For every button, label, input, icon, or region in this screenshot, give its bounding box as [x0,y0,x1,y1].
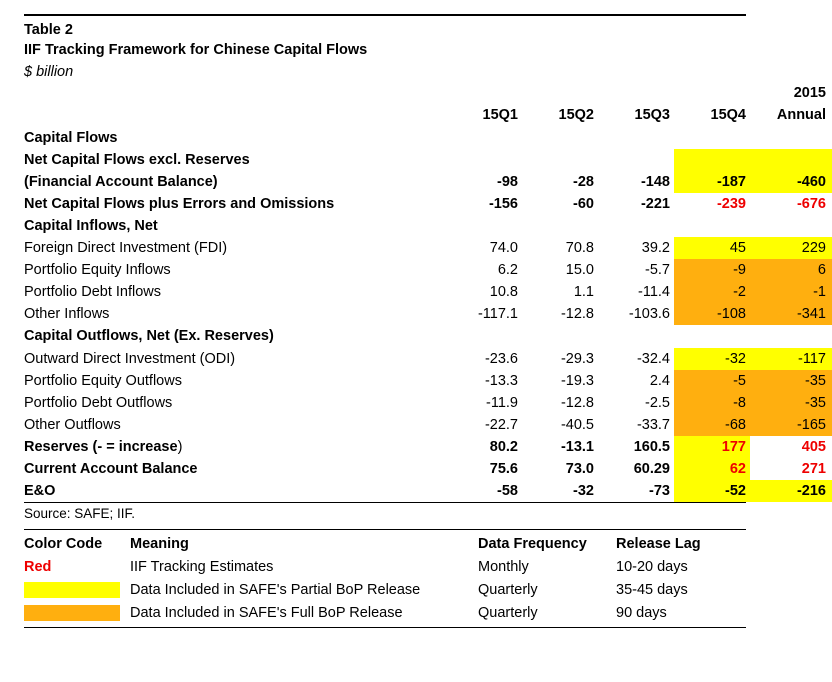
table-cell: 6.2 [497,262,518,279]
table-cell [598,149,674,171]
table-cell: -13.3 [484,372,518,389]
table-cell: -40.5 [560,416,594,433]
table-cell: -117.1 [477,306,518,323]
row-label: Net Capital Flows excl. Reserves [24,152,250,169]
table-cell [598,215,674,237]
table-cell: -23.6 [484,350,518,367]
row-label: Capital Outflows, Net (Ex. Reserves) [24,328,274,345]
table-cell: -68 [674,414,750,436]
table-cell [750,149,832,171]
table-cell [750,215,832,237]
legend-swatch-cell [24,556,130,579]
table-cell: -52 [674,480,750,502]
table-cell: -2.5 [645,394,670,411]
table-cell [674,325,750,347]
row-label: Outward Direct Investment (ODI) [24,350,236,367]
table-page [24,14,826,628]
table-cell: 10.8 [489,284,518,301]
table-row [24,259,832,281]
table-cell [446,127,522,149]
table-cell: 160.5 [633,438,670,455]
table-cell: -103.6 [628,306,670,323]
units-label: $ billion [24,64,74,81]
table-cell: 73.0 [565,460,594,477]
table-cell [674,127,750,149]
table-cell: -221 [640,196,670,213]
table-cell: 271 [801,460,826,477]
legend-lag: 35-45 days [616,581,688,598]
table-cell: 74.0 [489,240,518,257]
table-label: Table 2 [24,22,73,38]
legend-top-rule [24,529,746,530]
legend-row [24,556,746,579]
table-cell: 70.8 [565,240,594,257]
table-cell [674,149,750,171]
legend-meaning: Data Included in SAFE's Full BoP Release [130,604,403,621]
header-spacer-q1 [446,82,522,104]
table-row [24,325,832,347]
row-label: Capital Inflows, Net [24,218,158,235]
table-cell: -13.1 [560,438,594,455]
legend-meaning: IIF Tracking Estimates [130,558,274,575]
table-row [24,237,832,259]
capital-flows-table [24,82,832,502]
row-label: (Financial Account Balance) [24,174,218,191]
table-cell [674,215,750,237]
table-cell: 6 [750,259,832,281]
table-row [24,193,832,215]
row-label: Other Outflows [24,416,121,433]
table-header [24,82,832,127]
table-row [24,149,832,171]
table-cell: -8 [674,392,750,414]
table-cell [446,325,522,347]
table-cell: -12.8 [560,306,594,323]
table-cell: -98 [497,174,518,191]
table-cell: -32 [674,348,750,370]
table-cell: -32.4 [636,350,670,367]
legend-header-frequency: Data Frequency [478,535,587,552]
legend-frequency: Quarterly [478,604,538,621]
table-cell: 405 [801,438,826,455]
header-col-15q4: 15Q4 [710,107,746,124]
legend-swatch-cell [24,602,130,625]
row-label-plain-part: ) [177,438,183,455]
legend-frequency: Quarterly [478,581,538,598]
title-block [24,16,746,82]
legend-body [24,556,746,625]
table-title: IIF Tracking Framework for Chinese Capital Flows [24,41,368,58]
table-cell: -9 [674,259,750,281]
row-label: E&O [24,482,56,499]
table-row [24,281,832,303]
table-cell: -156 [488,196,518,213]
row-label: Foreign Direct Investment (FDI) [24,240,228,257]
table-cell: -341 [750,303,832,325]
table-cell: 39.2 [641,240,670,257]
legend-swatch-box [24,605,120,621]
table-cell [522,215,598,237]
table-cell: -11.9 [486,394,518,411]
table-cell: -28 [573,174,594,191]
legend-swatch-box [24,582,120,598]
table-row [24,436,832,458]
table-cell: -148 [640,174,670,191]
table-cell: 62 [674,458,750,480]
table-cell [750,325,832,347]
table-cell: -460 [750,171,832,193]
header-col-15q3: 15Q3 [634,107,670,124]
header-row-periods [24,104,832,127]
table-cell: -73 [649,482,670,499]
legend-header-color-code: Color Code [24,535,103,552]
row-label: Portfolio Equity Inflows [24,262,171,279]
table-cell: 15.0 [565,262,594,279]
table-cell [446,215,522,237]
legend-meaning: Data Included in SAFE's Partial BoP Release [130,581,421,598]
row-label: Portfolio Debt Inflows [24,284,162,301]
table-row [24,215,832,237]
legend-row [24,602,746,625]
table-cell [598,325,674,347]
table-cell: 2.4 [649,372,670,389]
table-cell: -11.4 [638,284,670,301]
table-cell: -35 [750,392,832,414]
legend-header-lag: Release Lag [616,535,701,552]
header-annual-year: 2015 [793,85,826,102]
legend-lag: 10-20 days [616,558,688,575]
legend-header [24,533,746,556]
header-spacer-q2 [522,82,598,104]
table-cell [522,127,598,149]
table-cell: -12.8 [560,394,594,411]
table-cell: 1.1 [573,284,594,301]
table-cell [522,149,598,171]
table-row [24,480,832,502]
table-cell: -239 [716,196,746,213]
legend-row [24,579,746,602]
table-cell: -165 [750,414,832,436]
table-body [24,127,832,502]
table-cell: 229 [750,237,832,259]
row-label [24,436,446,458]
table-row [24,348,832,370]
table-cell: -29.3 [560,350,594,367]
table-row [24,392,832,414]
table-cell: -22.7 [484,416,518,433]
header-spacer [24,82,446,104]
table-cell: -33.7 [636,416,670,433]
table-cell: -32 [573,482,594,499]
table-cell: -58 [497,482,518,499]
row-label: Portfolio Equity Outflows [24,372,182,389]
table-row [24,458,832,480]
table-cell: -676 [796,196,826,213]
table-row [24,414,832,436]
legend-lag: 90 days [616,604,667,621]
row-label: Capital Flows [24,130,118,147]
legend-header-row [24,533,746,556]
table-cell: -60 [573,196,594,213]
table-cell: -187 [674,171,750,193]
row-label: Portfolio Debt Outflows [24,394,173,411]
table-cell: 45 [674,237,750,259]
table-cell: 60.29 [633,460,670,477]
header-col-annual: Annual [776,107,826,124]
header-col-15q2: 15Q2 [558,107,594,124]
table-cell: -2 [674,281,750,303]
row-label: Other Inflows [24,306,110,323]
legend-swatch-cell [24,579,130,602]
table-cell: -19.3 [560,372,594,389]
table-row [24,171,832,193]
table-cell: -5.7 [645,262,670,279]
header-spacer-q3 [598,82,674,104]
table-row [24,127,832,149]
legend-header-meaning: Meaning [130,535,189,552]
legend-swatch-text: Red [24,558,52,575]
table-cell: -1 [750,281,832,303]
header-col-15q1: 15Q1 [482,107,518,124]
source-note: Source: SAFE; IIF. [24,505,136,521]
table-cell: -216 [750,480,832,502]
table-cell: -117 [750,348,832,370]
table-row [24,303,832,325]
table-cell: -35 [750,370,832,392]
legend-bottom-rule [24,627,746,628]
table-cell: 80.2 [489,438,518,455]
color-code-legend [24,533,746,625]
header-spacer-q4 [674,82,750,104]
table-cell: 177 [674,436,750,458]
table-cell: -5 [674,370,750,392]
row-label-bold-part: Reserves (- = increase [24,438,178,455]
row-label: Net Capital Flows plus Errors and Omissions [24,196,335,213]
table-cell: 75.6 [489,460,518,477]
table-cell [522,325,598,347]
header-row-year [24,82,832,104]
table-cell [598,127,674,149]
legend-frequency: Monthly [478,558,529,575]
table-cell: -108 [674,303,750,325]
table-cell [750,127,832,149]
row-label: Current Account Balance [24,460,198,477]
table-row [24,370,832,392]
header-col-label [24,104,446,127]
table-cell [446,149,522,171]
